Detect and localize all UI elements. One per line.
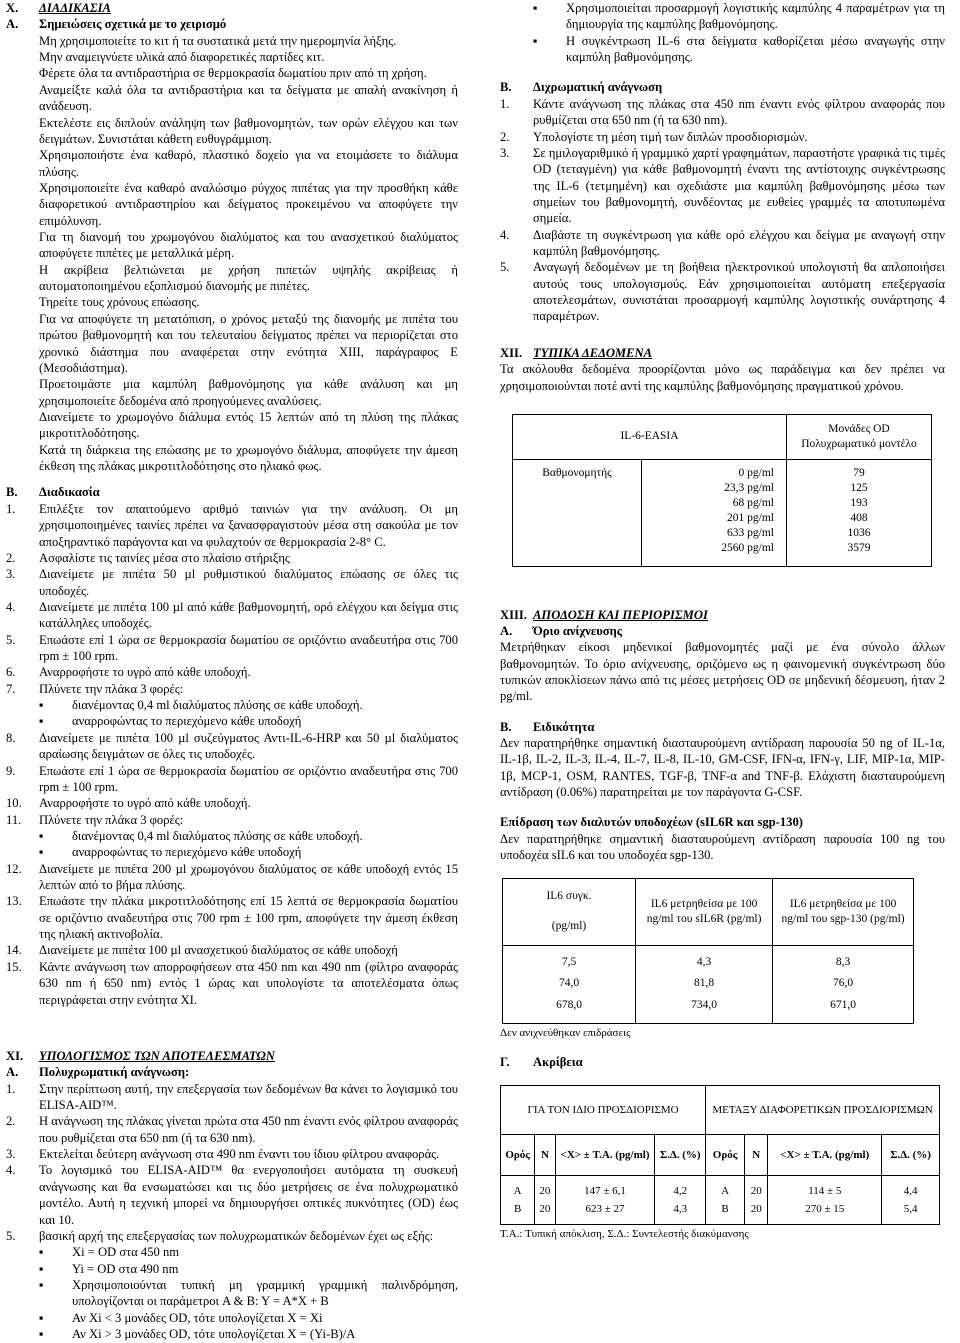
- left-column: [6, 0, 458, 1342]
- specificity-text: Δεν παρατηρήθηκε σημαντική διασταυρούμενη αντίδραση παρουσία 50 ng of IL-1α, IL-1β, IL-2, IL-3, IL-4, IL-7, IL-8, IL-10, GM-CSF, IFN-α, IFN-γ, LIF, MIP-1α, MIP-1β, MCP-1, OSM, RANTES, TGF-β, TNF-α and TNF-β. Ελάχιστη διασταυρούμενη αντίδραση (0.06%) παρατηρείται με τον παράγοντα G-CSF.: [500, 736, 945, 800]
- note: Προετοιμάστε μια καμπύλη βαθμονόμησης για κάθε ανάλυση και μη χρησιμοποιείτε δεδομένα από προηγούμενες αναλύσεις.: [39, 377, 458, 408]
- square-bullet-icon: ▪: [39, 1327, 44, 1342]
- step: 1. Κάντε ανάγνωση της πλάκας στα 450 nm έναντι ενός φίλτρου αναφοράς που ρυθμίζεται στα 650 nm (ή τα 630 nm).: [500, 96, 945, 128]
- bullet-item: ▪ Yi = OD στα 490 nm: [39, 1261, 179, 1276]
- bullet-item: ▪ διανέμοντας 0,4 ml διαλύματος πλύσης σε κάθε υποδοχή.: [39, 828, 363, 843]
- od-cell: 79 125 193 408 1036 3579: [787, 459, 932, 566]
- subsection-b-heading: B. Ειδικότητα: [500, 719, 595, 734]
- handling-notes: [6, 33, 458, 475]
- table-header: IL-6-EASIA: [513, 414, 787, 459]
- subsection-title: Πολυχρωματική ανάγνωση:: [39, 1065, 190, 1080]
- subsection-b-heading: [6, 484, 458, 500]
- step: 13. Επωάστε την πλάκα μικροτιτλοδότησης επί 15 λεπτά σε θερμοκρασία δωματίου σε οριζόντιο αναδευτήρα στις 700 rpm ± 100 rpm, αποφύγετε την άμεση έκθεση της ηλιακή ακτινοβολία.: [6, 894, 458, 942]
- square-bullet-icon: ▪: [39, 845, 44, 860]
- square-bullet-icon: ▪: [39, 1261, 44, 1276]
- bullet-item: ▪ Η συγκέντρωση IL-6 στα δείγματα καθορίζεται μέσω αναγωγής στην καμπύλη βαθμονόμησης.: [533, 33, 945, 65]
- precision-note: Τ.Α.: Τυπική απόκλιση, Σ.Δ.: Συντελεστής διακύμανσης: [500, 1228, 749, 1241]
- table-row-label: Βαθμονομητής: [513, 459, 642, 566]
- square-bullet-icon: ▪: [39, 1310, 44, 1325]
- note: Η ακρίβεια βελτιώνεται με χρήση πιπετών υψηλής ακρίβειας ή αυτοματοποιημένου εξοπλισμού διανομής με πιπέτες.: [39, 262, 458, 294]
- step: 3. Διανείμετε με πιπέτα 50 µl ρυθμιστικού διαλύματος επώασης σε όλες τις υποδοχές.: [6, 567, 458, 598]
- receptor-note: Δεν ανιχνεύθηκαν επιδράσεις: [500, 1027, 631, 1040]
- step: 1. Επιλέξτε τον απαιτούμενο αριθμό ταινιών για την ανάλυση. Οι μη χρησιμοποιημένες ταινίες πρέπει να ξανασφραγιστούν μέσα στη σακούλα με τον αποξηραντικό παράγοντα και να φυλαχτούν σε θερμοκρασία 2-8° C.: [6, 501, 458, 549]
- table-header: Μονάδες OD Πολυχρωματικό μοντέλο: [787, 414, 932, 459]
- step: 1. Στην περίπτωση αυτή, την επεξεργασία των δεδομένων θα κάνει το λογισμικό του ELISA-AID™.: [6, 1081, 458, 1112]
- step: 4. Διαβάστε τη συγκέντρωση για κάθε ορό ελέγχου και δείγμα με αναγωγή στην καμπύλη βαθμονόμησης.: [500, 227, 945, 259]
- subsection-a-heading: [6, 16, 458, 32]
- section-title: ΑΠΟΔΟΣΗ ΚΑΙ ΠΕΡΙΟΡΙΣΜΟΙ: [533, 607, 708, 622]
- table-header: IL6 συγκ. (pg/ml): [503, 878, 636, 945]
- note: Μη χρησιμοποιείτε το κιτ ή τα συστατικά μετά την ημερομηνία λήξης.: [39, 33, 397, 48]
- step: 3. Σε ημιλογαριθμικό ή γραμμικό χαρτί γραφημάτων, παραστήστε γραφικά τις τιμές OD (τεταγμένη) για κάθε βαθμονομητή έναντι της αντίστοιχης συγκέντρωσης της IL-6 (τετμημένη) και σχεδιάστε μια καμπύλη βαθμονόμησης μέσω των σημείων του βαθμονομητή, συνδέοντας με ευθείες γραμμές τα αποτυπωμένα σημεία.: [500, 145, 945, 226]
- subsection-number: B.: [6, 485, 18, 500]
- step: 7. Πλύνετε την πλάκα 3 φορές:: [6, 681, 184, 696]
- table-cell: 4,3 81,8 734,0: [636, 945, 773, 1024]
- square-bullet-icon: ▪: [533, 33, 538, 48]
- note: Εκτελέστε εις διπλούν ανάληψη των βαθμονομητών, των ορών ελέγχου και των δειγμάτων. Συνιστάται κάθετη ευθυγράμμιση.: [39, 115, 458, 146]
- square-bullet-icon: ▪: [39, 1245, 44, 1260]
- procedure-steps: [6, 501, 458, 1008]
- square-bullet-icon: ▪: [39, 714, 44, 729]
- bullet-item: ▪ διανέμοντας 0,4 ml διαλύματος πλύσης σε κάθε υποδοχή.: [39, 698, 363, 713]
- subsection-number: A.: [6, 1065, 19, 1080]
- subsection-c-heading: Γ. Ακρίβεια: [500, 1055, 583, 1070]
- step: 10. Αναρροφήστε το υγρό από κάθε υποδοχή.: [6, 796, 251, 811]
- step: 5. βασική αρχή της επεξεργασίας των πολυχρωματικών δεδομένων έχει ως εξής:: [6, 1228, 434, 1243]
- receptor-text: Δεν παρατηρήθηκε σημαντική διασταυρούμενη αντίδραση παρουσία 100 ng του υποδοχέα sIL6 και του υποδοχέα sgp-130.: [500, 831, 945, 863]
- step: 2. Ασφαλίστε τις ταινίες μέσα στο πλαίσιο στήριξης: [6, 550, 290, 565]
- subsection-number: B.: [500, 80, 512, 95]
- conc-cell: 0 pg/ml 23,3 pg/ml 68 pg/ml 201 pg/ml 633 pg/ml 2560 pg/ml: [642, 459, 787, 566]
- step: 12. Διανείμετε με πιπέτα 200 µl χρωμογόνου διαλύματος σε κάθε υποδοχή εντός 15 λεπτών από το βήμα πλύσης.: [6, 861, 458, 893]
- bullet-item: ▪ Χρησιμοποιούνται τυπική μη γραμμική γραμμική παλινδρόμηση, υπολογίζονται οι παράμετροι A & B: Y = A*X + B: [39, 1277, 458, 1309]
- step: 15. Κάντε ανάγνωση των απορροφήσεων στα 450 nm και 490 nm (φίλτρο αναφοράς 630 nm ή 650 nm) εντός 1 ώρας και υπολογίστε τα αποτελέσματα όπως περιγράφεται στην ενότητα XI.: [6, 959, 458, 1007]
- right-column: [500, 0, 945, 1242]
- subsection-title: Διχρωματική ανάγνωση: [533, 80, 663, 95]
- bullet-item: ▪ αναρροφώντας το περιεχόμενο κάθε υποδοχή: [39, 714, 302, 729]
- table-row: A 20 147 ± 6,1 4,2 A 20 114 ± 5 4,4: [501, 1175, 940, 1200]
- subsection-title: Διαδικασία: [39, 485, 100, 500]
- table-header: IL6 μετρηθείσα με 100 ng/ml του sgp-130 (pg/ml): [773, 878, 914, 945]
- table-cell: 7,5 74,0 678,0: [503, 945, 636, 1024]
- precision-table: ΓΙΑ ΤΟΝ ΙΔΙΟ ΠΡΟΣΔΙΟΡΙΣΜΟ ΜΕΤΑΞΥ ΔΙΑΦΟΡΕΤΙΚΩΝ ΠΡΟΣΔΙΟΡΙΣΜΩΝ Ορός N <X> ± Τ.Α. (pg/ml) Σ.Δ. (%) Ορός N <X> ± Τ.Α. (pg/ml) Σ.Δ. (%) A 20 147 ± 6,1 4,2 A 20 114 ± 5 4,4 B 20 623 ± 27 4,3 B 20 270 ± 15 5,4: [500, 1085, 940, 1226]
- step: 6. Αναρροφήστε το υγρό από κάθε υποδοχή.: [6, 665, 251, 680]
- note: Χρησιμοποιείτε ένα καθαρό αναλώσιμο ρύγχος πιπέτας για την προσθήκη κάθε διαφορετικού αντιδραστηρίου και δείγματος προκειμένου να αποφύγετε την επιμόλυνση.: [39, 180, 458, 228]
- receptor-title: Επίδραση των διαλυτών υποδοχέων (sIL6R και sgp-130): [500, 815, 803, 830]
- table-header: IL6 μετρηθείσα με 100 ng/ml του sIL6R (pg/ml): [636, 878, 773, 945]
- subsection-number: A.: [6, 17, 19, 32]
- section-xi-heading: [6, 1048, 458, 1064]
- section-title: ΔΙΑΔΙΚΑΣΙΑ: [39, 1, 111, 15]
- bullet-item: ▪ Αν Xi < 3 μονάδες OD, τότε υπολογίζεται X = Xi: [39, 1310, 323, 1325]
- note: Τηρείτε τους χρόνους επώασης.: [39, 295, 200, 310]
- bullet-item: ▪ Αν Xi > 3 μονάδες OD, τότε υπολογίζεται X = (Yi-B)/A: [39, 1327, 356, 1342]
- step: 4. Το λογισμικό του ELISA-AID™ θα ενεργοποιήσει αυτόματα τη συσκευή ανάγνωσης και θα ενσωματώσει και τις δύο μετρήσεις σε ένα πολυχρωματικό μοντέλο. Αυτή η τεχνική μπορεί να δημιουργήσει οπτικές πυκνότητες (OD) έως και 10.: [6, 1163, 458, 1227]
- section-title: ΤΥΠΙΚΑ ΔΕΔΟΜΕΝΑ: [533, 345, 653, 360]
- subsection-b-heading: [500, 79, 945, 95]
- step: 2. Υπολογίστε τη μέση τιμή των διπλών προσδιορισμών.: [500, 129, 808, 144]
- section-number: XI.: [6, 1048, 24, 1063]
- section-number: XIII.: [500, 607, 527, 622]
- section-xiii-heading: [500, 607, 945, 623]
- note: Κατά τη διάρκεια της επώασης με το χρωμογόνο διάλυμα, αποφύγετε την άμεση έκθεση της πλάκας μικροτιτλοδότησης στο ηλιακό φως.: [39, 442, 458, 474]
- dichromatic-steps: [500, 96, 945, 325]
- note: Φέρετε όλα τα αντιδραστήρια σε θερμοκρασία δωματίου πριν από τη χρήση.: [39, 66, 427, 81]
- square-bullet-icon: ▪: [39, 1277, 44, 1292]
- section-xii-heading: [500, 345, 945, 361]
- section-number: X.: [6, 1, 19, 15]
- step: 5. Αναγωγή δεδομένων με τη βοήθεια ηλεκτρονικού υπολογιστή θα απλοποιήσει αυτούς τους υπολογισμούς. Εάν χρησιμοποιείται αυτόματη επεξεργασία αποτελεσμάτων, συνιστάται προσαρμογή καμπύλης λογιστικής συνάρτησης 4 παραμέτρων.: [500, 260, 945, 324]
- step: 8. Διανείμετε με πιπέτα 100 µl συζεύγματος Αντι-IL-6-HRP και 50 µl διαλύματος αραίωσης δειγμάτων σε όλες τις υποδοχές.: [6, 730, 458, 762]
- table-group-header: ΓΙΑ ΤΟΝ ΙΔΙΟ ΠΡΟΣΔΙΟΡΙΣΜΟ: [501, 1085, 706, 1134]
- step: 3. Εκτελείται δεύτερη ανάγνωση στα 490 nm έναντι του ίδιου φίλτρου αναφοράς.: [6, 1147, 440, 1162]
- step: 5. Επωάστε επί 1 ώρα σε θερμοκρασία δωματίου σε οριζόντιο αναδευτήρα στις 700 rpm ± 100 rpm.: [6, 632, 458, 664]
- note: Χρησιμοποιήστε ένα καθαρό, πλαστικό δοχείο για να ετοιμάσετε το διάλυμα πλύσης.: [39, 148, 458, 179]
- note: Για τη διανομή του χρωμογόνου διαλύματος και του ανασχετικού διαλύματος αποφύγετε πιπέτες με μεταλλικά μέρη.: [39, 230, 458, 261]
- square-bullet-icon: ▪: [533, 1, 538, 15]
- note: Διανείμετε το χρωμογόνο διάλυμα εντός 15 λεπτών από τη πλύση της πλάκας μικροτιτλοδότησης.: [39, 409, 458, 441]
- subsection-a-heading: [6, 1064, 458, 1080]
- step: 14. Διανείμετε με πιπέτα 100 µl ανασχετικού διαλύματος σε κάθε υποδοχή: [6, 943, 398, 958]
- square-bullet-icon: ▪: [39, 828, 44, 843]
- step: 2. Η ανάγνωση της πλάκας γίνεται πρώτα στα 450 nm έναντι ενός φίλτρου αναφοράς που ρυθμίζεται στα 650 nm (ή τα 630 nm).: [6, 1114, 458, 1145]
- detection-limit-text: Μετρήθηκαν είκοσι μηδενικοί βαθμονομητές μαζί με ένα σύνολο άλλων βαθμονομητών. Το όριο ανίχνευσης, οριζόμενο ως η φαινομενική συγκέντρωση δύο τυπικών αποκλίσεων πάνω από τις μέσες μετρήσεις OD σε μηδενική δέσμευση, ήταν 2 pg/ml.: [500, 640, 945, 704]
- section-xii-text: Τα ακόλουθα δεδομένα προορίζονται μόνο ως παράδειγμα και δεν πρέπει να χρησιμοποιούνται ποτέ αντί της καμπύλης βαθμονόμησης πραγματικού χρόνου.: [500, 362, 945, 393]
- section-x-heading: [6, 0, 458, 16]
- square-bullet-icon: ▪: [39, 698, 44, 713]
- bullet-item: ▪ Xi = OD στα 450 nm: [39, 1245, 180, 1260]
- calculation-steps: [6, 1081, 458, 1343]
- note: Μην αναμειγνύετε υλικά από διαφορετικές παρτίδες κιτ.: [39, 50, 325, 65]
- subsection-a-heading: A. Όριο ανίχνευσης: [500, 623, 623, 638]
- typical-data-table: [512, 414, 932, 567]
- receptor-table: [502, 878, 914, 1025]
- note: Αναμείξτε καλά όλα τα αντιδραστήρια και τα δείγματα με απαλή ανακίνηση ή ανάδευση.: [39, 82, 458, 114]
- bullet-item: ▪ αναρροφώντας το περιεχόμενο κάθε υποδοχή: [39, 845, 302, 860]
- section-number: XII.: [500, 345, 523, 360]
- note: Για να αποφύγετε τη μετατόπιση, ο χρόνος μεταξύ της διανομής με πιπέτα του πρώτου βαθμονομητή και του τελευταίου δείγματος πρέπει να περιορίζεται στο χρονικό διάστημα που αναφέρεται στην ενότητα XIII, παράγραφος E (Μεσοδιάστημα).: [39, 311, 458, 375]
- step: 4. Διανείμετε με πιπέτα 100 µl από κάθε βαθμονομητή, ορό ελέγχου και δείγμα στις κατάλληλες υποδοχές.: [6, 599, 458, 631]
- step: 11. Πλύνετε την πλάκα 3 φορές:: [6, 812, 184, 827]
- bullet-item: ▪ Χρησιμοποιείται προσαρμογή λογιστικής καμπύλης 4 παραμέτρων για τη δημιουργία της καμπύλης βαθμονόμησης.: [533, 1, 945, 32]
- table-group-header: ΜΕΤΑΞΥ ΔΙΑΦΟΡΕΤΙΚΩΝ ΠΡΟΣΔΙΟΡΙΣΜΩΝ: [706, 1085, 940, 1134]
- table-cell: 8,3 76,0 671,0: [773, 945, 914, 1024]
- table-row: B 20 623 ± 27 4,3 B 20 270 ± 15 5,4: [501, 1200, 940, 1225]
- subsection-title: Σημειώσεις σχετικά με το χειρισμό: [39, 17, 227, 32]
- step: 9. Επωάστε επί 1 ώρα σε θερμοκρασία δωματίου σε οριζόντιο αναδευτήρα στις 700 rpm ± 100 rpm.: [6, 763, 458, 794]
- section-title: ΥΠΟΛΟΓΙΣΜΟΣ ΤΩΝ ΑΠΟΤΕΛΕΣΜΑΤΩΝ: [39, 1048, 275, 1063]
